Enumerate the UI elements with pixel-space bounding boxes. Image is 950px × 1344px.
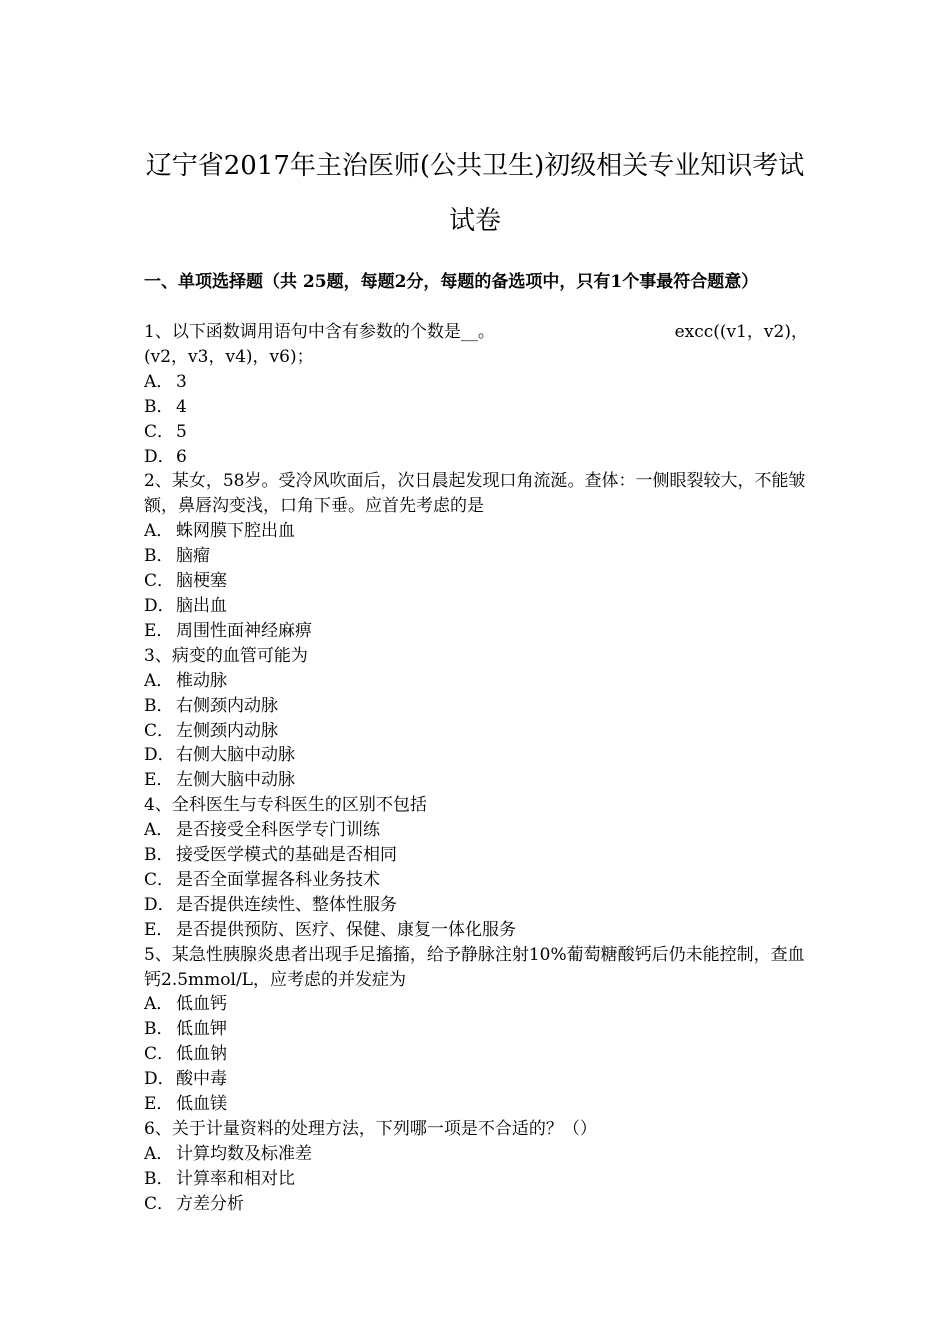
option-label: C．	[144, 421, 175, 442]
option-label: C．	[144, 720, 175, 741]
question-1-stem-part2: excc((v1，v2)，	[674, 322, 808, 342]
option-label: B．	[144, 546, 174, 567]
option-text: 右侧颈内动脉	[176, 695, 278, 716]
option-label: C．	[144, 1193, 175, 1214]
option-label: A．	[144, 521, 174, 542]
option-label: D．	[144, 446, 175, 467]
option-text: 5	[176, 421, 187, 442]
section-header: 一、单项选择题（共 25题，每题2分，每题的备选项中，只有1个事最符合题意）	[144, 272, 759, 292]
option-text: 周围性面神经麻痹	[176, 620, 312, 641]
document-title-line1: 辽宁省2017年主治医师(公共卫生)初级相关专业知识考试	[145, 151, 805, 181]
option-text: 椎动脉	[176, 670, 227, 691]
question-2-option-d	[144, 594, 808, 619]
option-label: A．	[144, 994, 174, 1015]
option-label: C．	[144, 1044, 175, 1065]
question-2-option-c	[144, 569, 808, 594]
question-1-option-b	[144, 395, 808, 420]
option-text: 低血镁	[176, 1094, 227, 1115]
question-4-option-c	[144, 868, 808, 893]
option-label: D．	[144, 1069, 175, 1090]
option-text: 左侧颈内动脉	[176, 720, 278, 741]
question-6-option-b	[144, 1167, 808, 1192]
question-5-option-d	[144, 1067, 808, 1092]
option-text: 6	[176, 446, 187, 467]
question-2-option-b	[144, 544, 808, 569]
option-label: A．	[144, 1143, 174, 1164]
option-text: 是否提供连续性、整体性服务	[176, 894, 397, 915]
option-label: E．	[144, 919, 174, 940]
option-label: C．	[144, 869, 175, 890]
question-3-option-c	[144, 719, 808, 744]
option-text: 3	[176, 371, 187, 392]
option-text: 右侧大脑中动脉	[176, 745, 295, 766]
question-4-option-d	[144, 893, 808, 918]
option-text: 是否接受全科医学专门训练	[176, 820, 380, 841]
document-title-line2: 试卷	[448, 206, 501, 236]
question-6-stem: 6、关于计量资料的处理方法，下列哪一项是不合适的？（）	[144, 1119, 597, 1139]
question-6-option-c	[144, 1192, 808, 1217]
option-label: A．	[144, 670, 174, 691]
option-label: D．	[144, 745, 175, 766]
option-label: E．	[144, 620, 174, 641]
question-2-option-a	[144, 519, 808, 544]
question-1-option-c	[144, 420, 808, 445]
question-2-stem: 2、某女，58岁。受冷风吹面后，次日晨起发现口角流涎。查体：一侧眼裂较大，不能皱额，鼻唇沟变浅，口角下垂。应首先考虑的是	[144, 471, 806, 517]
option-label: B．	[144, 845, 174, 866]
option-text: 是否提供预防、医疗、保健、康复一体化服务	[176, 919, 516, 940]
option-text: 酸中毒	[176, 1069, 227, 1090]
option-text: 低血钠	[176, 1044, 227, 1065]
question-3-option-e	[144, 768, 808, 793]
option-text: 接受医学模式的基础是否相同	[176, 845, 397, 866]
question-3-stem: 3、病变的血管可能为	[144, 645, 308, 666]
option-text: 4	[176, 396, 187, 417]
option-label: C．	[144, 571, 175, 592]
option-label: A．	[144, 820, 174, 841]
option-text: 计算均数及标准差	[176, 1143, 312, 1164]
option-label: B．	[144, 1168, 174, 1189]
question-4-option-e	[144, 918, 808, 943]
question-5-option-a	[144, 992, 808, 1017]
option-text: 左侧大脑中动脉	[176, 770, 295, 791]
option-text: 方差分析	[176, 1193, 244, 1214]
option-text: 脑瘤	[176, 546, 210, 567]
question-5-option-c	[144, 1042, 808, 1067]
question-5-option-b	[144, 1017, 808, 1042]
question-1-stem-line2: (v2，v3，v4)，v6)；	[144, 346, 314, 367]
option-label: B．	[144, 396, 174, 417]
option-text: 计算率和相对比	[176, 1168, 295, 1189]
question-1-stem	[144, 320, 808, 345]
option-text: 是否全面掌握各科业务技术	[176, 869, 380, 890]
option-label: E．	[144, 770, 174, 791]
question-3-option-b	[144, 694, 808, 719]
question-1-option-a	[144, 370, 808, 395]
option-label: D．	[144, 595, 175, 616]
option-label: A．	[144, 371, 174, 392]
question-2-option-e	[144, 619, 808, 644]
option-label: D．	[144, 894, 175, 915]
option-text: 低血钾	[176, 1019, 227, 1040]
option-label: B．	[144, 1019, 174, 1040]
question-3-option-d	[144, 743, 808, 768]
option-text: 蛛网膜下腔出血	[176, 521, 295, 542]
question-1-option-d	[144, 445, 808, 470]
question-6-option-a	[144, 1142, 808, 1167]
question-list	[144, 320, 808, 1217]
question-4-stem: 4、全科医生与专科医生的区别不包括	[144, 795, 427, 816]
option-text: 低血钙	[176, 994, 227, 1015]
question-5-option-e	[144, 1092, 808, 1117]
option-label: E．	[144, 1094, 174, 1115]
option-text: 脑梗塞	[176, 571, 227, 592]
question-4-option-a	[144, 818, 808, 843]
question-4-option-b	[144, 843, 808, 868]
question-3-option-a	[144, 669, 808, 694]
option-text: 脑出血	[176, 595, 227, 616]
option-label: B．	[144, 695, 174, 716]
question-5-stem: 5、某急性胰腺炎患者出现手足搐搐，给予静脉注射10%葡萄糖酸钙后仍未能控制，查血钙2.5mmol/L，应考虑的并发症为	[144, 944, 805, 990]
question-1-stem-part1: 1、以下函数调用语句中含有参数的个数是__。	[144, 322, 495, 342]
